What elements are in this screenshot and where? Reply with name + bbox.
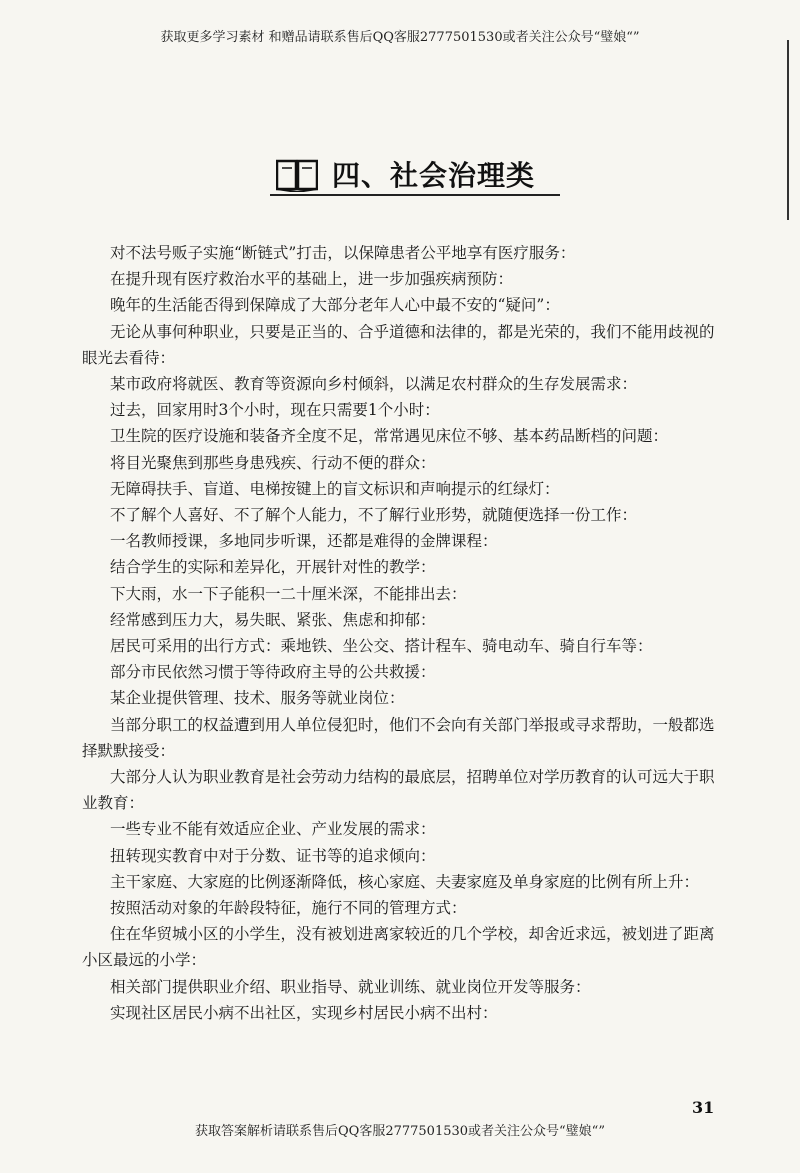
page-edge-rule bbox=[787, 40, 789, 220]
list-item: 大部分人认为职业教育是社会劳动力结构的最底层，招聘单位对学历教育的认可远大于职业教育： bbox=[82, 768, 715, 813]
list-item: 住在华贸城小区的小学生，没有被划进离家较近的几个学校，却舍近求远，被划进了距离小区最远的小学： bbox=[82, 925, 715, 970]
list-item: 下大雨，水一下子能积一二十厘米深，不能排出去： bbox=[110, 584, 467, 603]
title-underline bbox=[270, 194, 560, 196]
list-item: 部分市民依然习惯于等待政府主导的公共救援： bbox=[110, 663, 436, 682]
list-item: 过去，回家用时3个小时，现在只需要1个小时： bbox=[110, 401, 440, 420]
list-item: 按照活动对象的年龄段特征，施行不同的管理方式： bbox=[110, 899, 467, 918]
list-item: 一些专业不能有效适应企业、产业发展的需求： bbox=[110, 820, 436, 839]
list-item: 在提升现有医疗救治水平的基础上，进一步加强疾病预防： bbox=[110, 270, 514, 289]
list-item: 晚年的生活能否得到保障成了大部分老年人心中最不安的“疑问”： bbox=[110, 296, 560, 315]
list-item: 主干家庭、大家庭的比例逐渐降低，核心家庭、夫妻家庭及单身家庭的比例有所上升： bbox=[110, 872, 700, 891]
header-note: 获取更多学习素材 和赠品请联系售后QQ客服2777501530或者关注公众号“璧娘“” bbox=[160, 30, 640, 45]
list-item: 结合学生的实际和差异化，开展针对性的教学： bbox=[110, 558, 436, 577]
list-item: 对不法号贩子实施“断链式”打击，以保障患者公平地享有医疗服务： bbox=[110, 244, 576, 262]
list-item: 不了解个人喜好、不了解个人能力，不了解行业形势，就随便选择一份工作： bbox=[110, 506, 638, 525]
sentence-list bbox=[82, 240, 722, 1026]
list-item: 当部分职工的权益遭到用人单位侵犯时，他们不会向有关部门举报或寻求帮助，一般都选择默默接受： bbox=[82, 715, 715, 760]
list-item: 某企业提供管理、技术、服务等就业岗位： bbox=[110, 689, 405, 708]
list-item: 相关部门提供职业介绍、职业指导、就业训练、就业岗位开发等服务： bbox=[110, 977, 591, 996]
list-item: 无论从事何种职业，只要是正当的、合乎道德和法律的，都是光荣的，我们不能用歧视的眼光去看待： bbox=[82, 322, 715, 367]
list-item: 居民可采用的出行方式：乘地铁、坐公交、搭计程车、骑电动车、骑自行车等： bbox=[110, 637, 653, 656]
list-item: 卫生院的医疗设施和装备齐全度不足，常常遇见床位不够、基本药品断档的问题： bbox=[110, 427, 669, 446]
footer-note: 获取答案解析请联系售后QQ客服2777501530或者关注公众号“璧娘“” bbox=[195, 1124, 605, 1139]
page-number: 31 bbox=[692, 1098, 715, 1117]
list-item: 一名教师授课，多地同步听课，还都是难得的金牌课程： bbox=[110, 532, 498, 551]
list-item: 无障碍扶手、盲道、电梯按键上的盲文标识和声响提示的红绿灯： bbox=[110, 479, 560, 498]
list-item: 某市政府将就医、教育等资源向乡村倾斜，以满足农村群众的生存发展需求： bbox=[110, 375, 638, 394]
open-book-icon bbox=[276, 158, 318, 192]
section-title: 四、社会治理类 bbox=[332, 159, 536, 192]
list-item: 将目光聚焦到那些身患残疾、行动不便的群众： bbox=[110, 453, 436, 472]
section-title-block bbox=[270, 152, 560, 196]
list-item: 扭转现实教育中对于分数、证书等的追求倾向： bbox=[110, 846, 436, 865]
list-item: 经常感到压力大，易失眠、紧张、焦虑和抑郁： bbox=[110, 610, 436, 629]
list-item: 实现社区居民小病不出社区，实现乡村居民小病不出村： bbox=[110, 1003, 498, 1022]
